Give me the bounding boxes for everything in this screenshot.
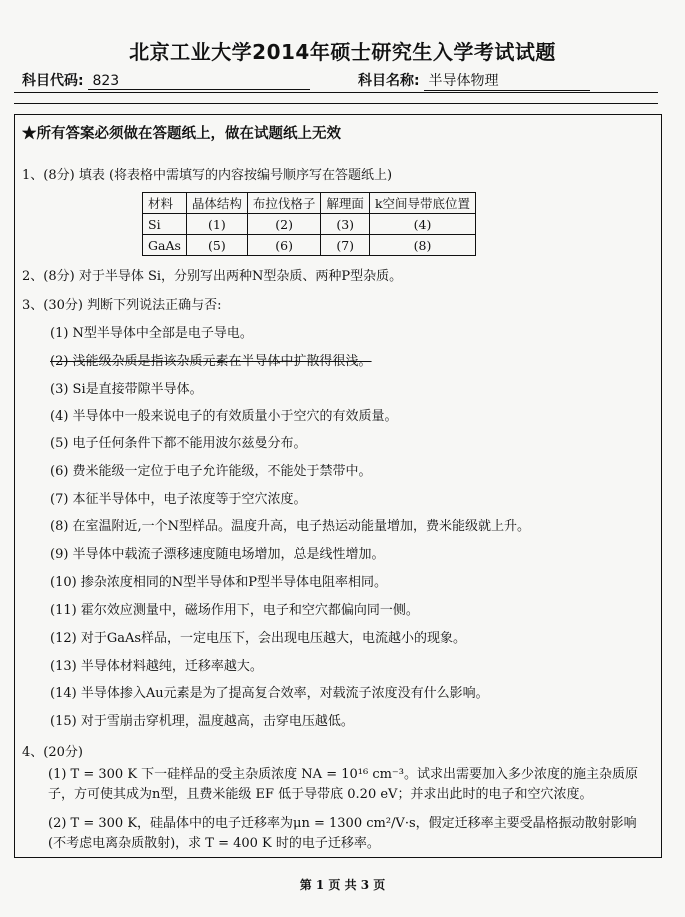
table-row	[143, 235, 476, 256]
subject-name	[358, 70, 590, 91]
table-cell: (7)	[321, 235, 370, 256]
question-4: 4、(20分)	[22, 745, 83, 760]
table-cell: (3)	[321, 214, 370, 235]
table-cell: (2)	[247, 214, 321, 235]
question-2: 2、(8分) 对于半导体 Si，分别写出两种N型杂质、两种P型杂质。	[22, 269, 403, 284]
q3-item: (11) 霍尔效应测量中，磁场作用下，电子和空穴都偏向同一侧。	[50, 603, 419, 618]
table-header-cell: 晶体结构	[186, 193, 247, 214]
q3-item: (13) 半导体材料越纯，迁移率越大。	[50, 659, 263, 674]
table-header-cell: 布拉伐格子	[247, 193, 321, 214]
header-rule	[14, 92, 658, 93]
subject-name-label: 科目名称:	[358, 73, 420, 89]
q1-table	[142, 192, 476, 256]
q3-item: (6) 费米能级一定位于电子允许能级，不能处于禁带中。	[50, 464, 372, 479]
page-number: 第 1 页 共 3 页	[299, 878, 386, 892]
subject-code-value: 823	[88, 73, 310, 90]
notice: ★所有答案必须做在答题纸上，做在试题纸上无效	[22, 125, 341, 142]
q3-item: (2) 浅能级杂质是指该杂质元素在半导体中扩散得很浅。	[50, 354, 372, 369]
q3-item: (12) 对于GaAs样品，一定电压下，会出现电压越大，电流越小的现象。	[50, 631, 467, 646]
table-header-cell: 材料	[143, 193, 187, 214]
table-header-cell: k空间导带底位置	[369, 193, 475, 214]
subject-code-label: 科目代码:	[22, 73, 84, 89]
q3-item: (4) 半导体中一般来说电子的有效质量小于空穴的有效质量。	[50, 409, 398, 424]
header-rule-thin	[14, 103, 658, 104]
q3-item: (7) 本征半导体中，电子浓度等于空穴浓度。	[50, 492, 307, 507]
exam-title: 北京工业大学2014年硕士研究生入学考试试题	[129, 40, 556, 64]
table-cell: (8)	[369, 235, 475, 256]
q3-item: (14) 半导体掺入Au元素是为了提高复合效率，对载流子浓度没有什么影响。	[50, 686, 489, 701]
subject-name-value: 半导体物理	[424, 70, 590, 91]
q3-item: (8) 在室温附近,一个N型样品。温度升高，电子热运动能量增加，费米能级就上升。	[50, 519, 531, 534]
table-cell: (5)	[186, 235, 247, 256]
q3-item: (3) Si是直接带隙半导体。	[50, 382, 203, 397]
table-cell: Si	[143, 214, 187, 235]
table-header-cell: 解理面	[321, 193, 370, 214]
q3-item: (1) N型半导体中全部是电子导电。	[50, 326, 253, 341]
q3-item: (15) 对于雪崩击穿机理，温度越高，击穿电压越低。	[50, 714, 354, 729]
table-cell: GaAs	[143, 235, 187, 256]
table-cell: (4)	[369, 214, 475, 235]
q3-item: (10) 掺杂浓度相同的N型半导体和P型半导体电阻率相同。	[50, 575, 387, 590]
table-cell: (6)	[247, 235, 321, 256]
table-cell: (1)	[186, 214, 247, 235]
q3-item: (5) 电子任何条件下都不能用波尔兹曼分布。	[50, 436, 307, 451]
table-header-row	[143, 193, 476, 214]
question-1: 1、(8分) 填表 (将表格中需填写的内容按编号顺序写在答题纸上)	[22, 168, 393, 183]
table-row	[143, 214, 476, 235]
q4-part-1: (1) T = 300 K 下一硅样品的受主杂质浓度 NA = 10¹⁶ cm⁻³。试求出需要加入多少浓度的施主杂质原子，方可使其成为n型，且费米能级 EF 低于导带底 0.20 eV；并求出此时的电子和空穴浓度。	[48, 767, 638, 802]
q4-part-2: (2) T = 300 K，硅晶体中的电子迁移率为μn = 1300 cm²/V·s，假定迁移率主要受晶格振动散射影响 (不考虑电离杂质散射)，求 T = 400 K 时的电子迁移率。	[48, 816, 637, 851]
question-3: 3、(30分) 判断下列说法正确与否:	[22, 298, 222, 313]
q3-item: (9) 半导体中载流子漂移速度随电场增加，总是线性增加。	[50, 547, 385, 562]
subject-code	[22, 70, 310, 90]
